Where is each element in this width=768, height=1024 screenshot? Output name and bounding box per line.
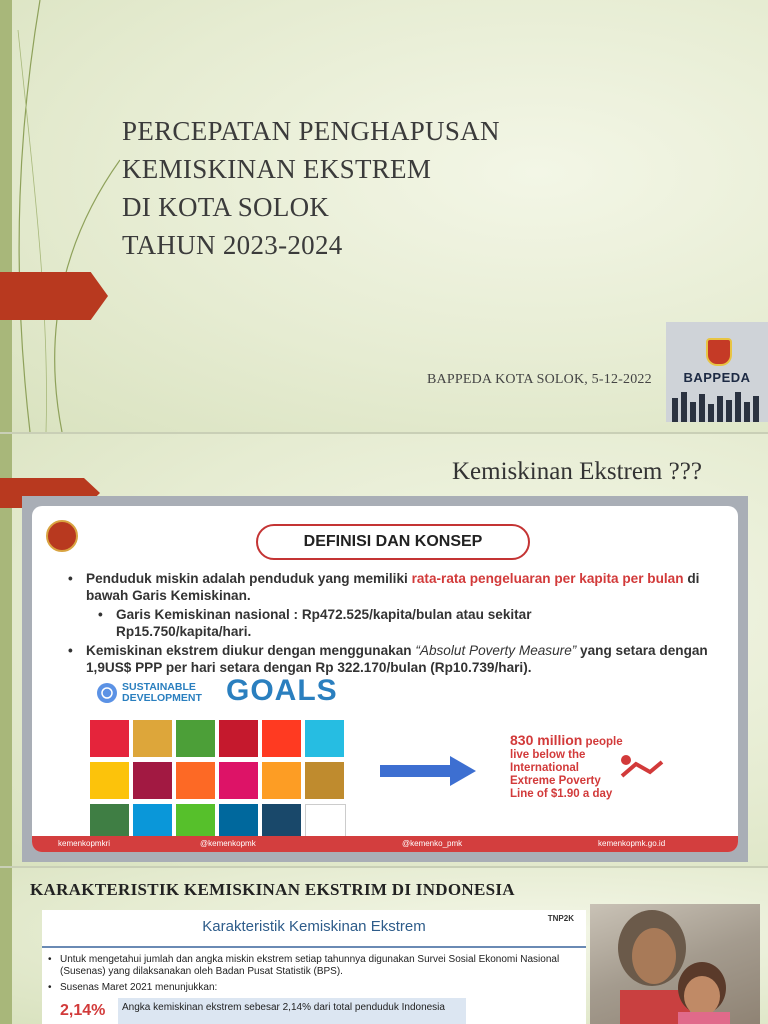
kemenko-emblem-icon xyxy=(46,520,78,552)
tnp2k-logo: TNP2K xyxy=(547,914,574,923)
right-arrow-icon xyxy=(380,756,476,786)
bullet2-text-end: yang setara dengan 1,9US$ PPP per hari setara dengan Rp 322.170/bulan (Rp10.739/hari). xyxy=(86,643,708,675)
slide-title xyxy=(0,0,768,432)
sdg-tile-11 xyxy=(262,762,301,799)
red-arrow-tab xyxy=(0,272,108,320)
slide-characteristics xyxy=(0,868,768,1024)
bullet1-highlight: rata-rata pengeluaran per kapita per bulan xyxy=(411,571,684,586)
footer-instagram: @kemenko_pmk xyxy=(402,839,463,848)
characteristics-document xyxy=(42,910,586,1024)
sdg-tile-3 xyxy=(176,720,215,757)
sdg-tile-4 xyxy=(219,720,258,757)
bullet-kemiskinan-ekstrem xyxy=(68,642,728,676)
sdg-line2: DEVELOPMENT xyxy=(122,692,202,704)
slide3-title: KARAKTERISTIK KEMISKINAN EKSTRIM DI INDONESIA xyxy=(30,880,515,899)
bullet1-text-end: di bawah Garis Kemiskinan. xyxy=(86,571,700,603)
footer-twitter: @kemenkopmk xyxy=(200,839,256,848)
slide2-title: Kemiskinan Ekstrem ??? xyxy=(452,458,702,485)
stat-number: 830 million xyxy=(510,732,583,748)
sdg-tile-5 xyxy=(262,720,301,757)
people-photo xyxy=(590,904,760,1024)
title-line-3: DI KOTA SOLOK xyxy=(122,192,330,222)
photo-illustration xyxy=(590,904,760,1024)
slide-definition xyxy=(0,434,768,866)
poverty-statistic xyxy=(510,734,623,801)
skyline-bars-icon xyxy=(670,388,766,422)
slide-subtitle: BAPPEDA KOTA SOLOK, 5-12-2022 xyxy=(427,372,652,387)
percentage-text: Angka kemiskinan ekstrem sebesar 2,14% dari total penduduk Indonesia xyxy=(118,998,466,1024)
doc-bullet-1-text: Untuk mengetahui jumlah dan angka miskin ekstrem setiap tahunnya digunakan Survei Sosial Ekonomi Nasional (Susenas) yang dilaksanakan oleh Badan Pusat Statistik (BPS). xyxy=(60,954,560,977)
sdg-line1: SUSTAINABLE xyxy=(122,681,196,693)
doc-header-line xyxy=(42,946,586,948)
stat-line5: Line of $1.90 a day xyxy=(510,788,613,800)
doc-header xyxy=(42,910,586,948)
doc-bullet-2 xyxy=(48,982,576,994)
doc-bullet-2-text: Susenas Maret 2021 menunjukkan: xyxy=(60,982,218,993)
slide-title-text xyxy=(122,112,602,264)
bullet2-text: Kemiskinan ekstrem diukur dengan menggunakan xyxy=(86,643,416,658)
doc-title: Karakteristik Kemiskinan Ekstrem xyxy=(202,918,426,935)
bullet-dot: • xyxy=(68,571,73,586)
title-line-4: TAHUN 2023-2024 xyxy=(122,230,343,260)
un-globe-icon xyxy=(96,682,118,704)
sub-bullet-garis-kemiskinan xyxy=(98,606,658,640)
logo-text: BAPPEDA xyxy=(683,370,751,385)
decorative-curves xyxy=(0,0,120,432)
sdg-tile-7 xyxy=(90,762,129,799)
stat-people: people xyxy=(582,736,623,748)
sub-bullet-text: Garis Kemiskinan nasional : Rp472.525/kapita/bulan atau sekitar Rp15.750/kapita/hari. xyxy=(116,607,532,639)
social-footer xyxy=(32,836,738,852)
stat-line2: live below the xyxy=(510,749,586,761)
percentage-value: 2,14% xyxy=(60,1002,106,1019)
stat-line3: International xyxy=(510,762,580,774)
footer-facebook: kemenkopmkri xyxy=(58,839,111,848)
left-accent-bar xyxy=(0,868,12,1024)
sdg-tile-9 xyxy=(176,762,215,799)
doc-bullet-1 xyxy=(48,954,576,978)
sdg-tile-1 xyxy=(90,720,129,757)
definition-card xyxy=(32,506,738,852)
title-line-1: PERCEPATAN PENGHAPUSAN xyxy=(122,116,500,146)
bullet2-italic: “Absolut Poverty Measure” xyxy=(415,643,577,658)
definition-image-panel xyxy=(22,496,748,862)
sdg-icons-grid xyxy=(90,720,350,844)
sdg-tile-8 xyxy=(133,762,172,799)
sdg-tile-2 xyxy=(133,720,172,757)
footer-website: kemenkopmk.go.id xyxy=(598,839,666,848)
bullet1-text: Penduduk miskin adalah penduduk yang memiliki xyxy=(86,571,412,586)
bullet-penduduk-miskin xyxy=(68,570,728,604)
left-accent-bar xyxy=(0,0,12,432)
sdg-tile-12 xyxy=(305,762,344,799)
bappeda-logo xyxy=(666,322,768,422)
title-line-2: KEMISKINAN EKSTREM xyxy=(122,154,432,184)
bullet-dot: • xyxy=(48,982,52,993)
person-icon xyxy=(616,750,666,780)
bullet-dot: • xyxy=(68,643,73,658)
definition-heading: DEFINISI DAN KONSEP xyxy=(256,524,530,560)
emblem-icon xyxy=(706,338,732,366)
stat-line4: Extreme Poverty xyxy=(510,775,601,787)
bullet-dot: • xyxy=(98,607,103,622)
sdg-tile-10 xyxy=(219,762,258,799)
sdg-goals-word: GOALS xyxy=(226,674,338,707)
sdg-tile-6 xyxy=(305,720,344,757)
bullet-dot: • xyxy=(48,954,52,965)
